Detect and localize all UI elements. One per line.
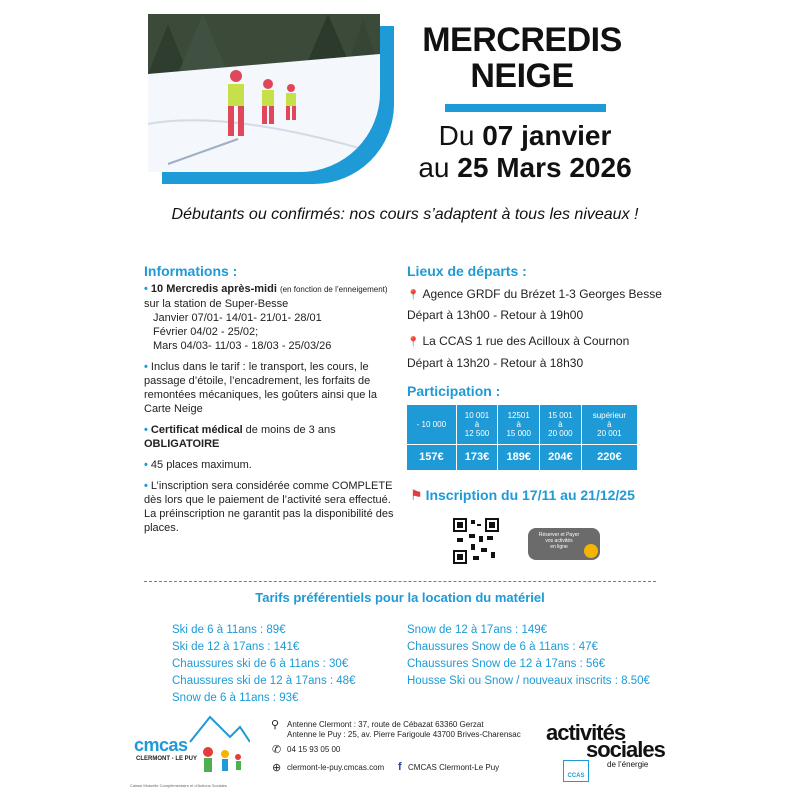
informations-heading: Informations :	[144, 263, 238, 279]
participation-heading: Participation :	[407, 383, 501, 399]
info-item-places: • 45 places maximum.	[144, 459, 252, 471]
info-item-sessions: • 10 Mercredis après-midi (en fonction de l’enneigement) sur la station de Super-Besse Janvier 07/01- 14/01- 21/01- 28/01 Février 04/02 - 25/02; Mars 04/03- 11/03 - 18/03 - 25/03/26	[144, 283, 388, 352]
facebook-icon: f	[398, 761, 402, 773]
depart-place-1: 📍 Agence GRDF du Brézet 1-3 Georges Besse	[407, 287, 662, 301]
cmcas-logo-sub: CLERMONT - LE PUY	[136, 756, 197, 762]
tarifs-heading: Tarifs préférentiels pour la location du matériel	[255, 590, 545, 605]
tarif-item: Chaussures ski de 12 à 17ans : 48€	[172, 675, 356, 687]
title-underline	[445, 104, 606, 112]
globe-icon: ⊕	[272, 762, 282, 774]
hand-icon	[584, 544, 598, 558]
phone-icon: ✆	[272, 744, 282, 756]
price-table	[406, 404, 638, 471]
price-cell: 173€	[456, 445, 498, 471]
qr-code[interactable]	[453, 518, 499, 564]
tarifs-left-list	[172, 622, 355, 707]
info-item-inscription: • L’inscription sera considérée comme COMPLETE dès lors que le paiement de l’activité sera effectué. La préinscription ne garantit pas la disponibilité des places.	[144, 480, 394, 534]
informations-list	[144, 282, 394, 542]
depart-time-2: Départ à 13h20 - Retour à 18h30	[407, 356, 584, 370]
info-item-included: • Inclus dans le tarif : le transport, les cours, le passage d’étoile, l’encadrement, les forfaits de remontées mécaniques, les goûters ainsi que la Carte Neige	[144, 361, 377, 415]
tagline: Débutants ou confirmés: nos cours s’adaptent à tous les niveaux !	[171, 206, 639, 223]
activites-logo-line2: sociales	[586, 737, 665, 762]
activites-logo-line1: activités	[546, 720, 626, 745]
price-cell: 220€	[581, 445, 637, 471]
tarifs-right-list	[407, 622, 650, 690]
map-pin-icon: 📍	[407, 337, 420, 348]
tarif-item: Chaussures Snow de 12 à 17ans : 56€	[407, 658, 606, 670]
divider	[144, 581, 656, 582]
flag-icon: ⚑	[410, 487, 423, 503]
hero-photo	[148, 14, 393, 182]
bracket-cell: 10 001 à 12 500	[456, 405, 498, 445]
price-cell: 204€	[540, 445, 582, 471]
info-item-certificate: • Certificat médical de moins de 3 ans OBLIGATOIRE	[144, 424, 336, 450]
bracket-cell: supérieur à 20 001	[581, 405, 637, 445]
price-cell: 157€	[407, 445, 457, 471]
tarif-item: Chaussures Snow de 6 à 11ans : 47€	[407, 641, 598, 653]
phone-number[interactable]: 04 15 93 05 00	[287, 745, 341, 754]
tarif-item: Housse Ski ou Snow / nouveaux inscrits : 8.50€	[407, 675, 650, 687]
tarif-item: Ski de 12 à 17ans : 141€	[172, 641, 300, 653]
inscription-dates: ⚑ Inscription du 17/11 au 21/12/25	[410, 487, 635, 503]
tarif-item: Snow de 12 à 17ans : 149€	[407, 624, 548, 636]
cmcas-logo-fine: Caisse Mutuelle Complémentaire et d’Actions Sociales	[130, 783, 227, 788]
website-link[interactable]: clermont-le-puy.cmcas.com	[287, 763, 385, 772]
pay-online-badge[interactable]: Réserver et Payer vos activités en ligne	[528, 528, 600, 560]
facebook-link[interactable]: CMCAS Clermont-Le Puy	[408, 763, 500, 772]
bracket-cell: 15 001 à 20 000	[540, 405, 582, 445]
addresses: Antenne Clermont : 37, route de Cébazat 63360 Gerzat Antenne le Puy : 25, av. Pierre Farigoule 43700 Brives-Charensac	[287, 720, 521, 739]
map-pin-icon: 📍	[407, 290, 420, 301]
activites-logo-line3: de l’énergie	[607, 760, 649, 769]
bracket-cell: - 10 000	[407, 405, 457, 445]
date-range: Du 07 janvier au 25 Mars 2026	[418, 120, 632, 183]
tarif-item: Snow de 6 à 11ans : 93€	[172, 692, 299, 704]
tarif-item: Ski de 6 à 11ans : 89€	[172, 624, 286, 636]
page-title: MERCREDIS NEIGE	[422, 21, 622, 95]
departs-heading: Lieux de départs :	[407, 263, 527, 279]
depart-time-1: Départ à 13h00 - Retour à 19h00	[407, 308, 584, 322]
depart-place-2: 📍 La CCAS 1 rue des Acilloux à Cournon	[407, 334, 630, 348]
cmcas-logo-text: cmcas	[134, 735, 188, 755]
ccas-logo: CCAS	[563, 760, 589, 782]
bracket-cell: 12501 à 15 000	[498, 405, 540, 445]
location-icon: ⚲	[271, 719, 280, 731]
price-cell: 189€	[498, 445, 540, 471]
skiing-children-photo	[148, 14, 380, 172]
tarif-item: Chaussures ski de 6 à 11ans : 30€	[172, 658, 349, 670]
